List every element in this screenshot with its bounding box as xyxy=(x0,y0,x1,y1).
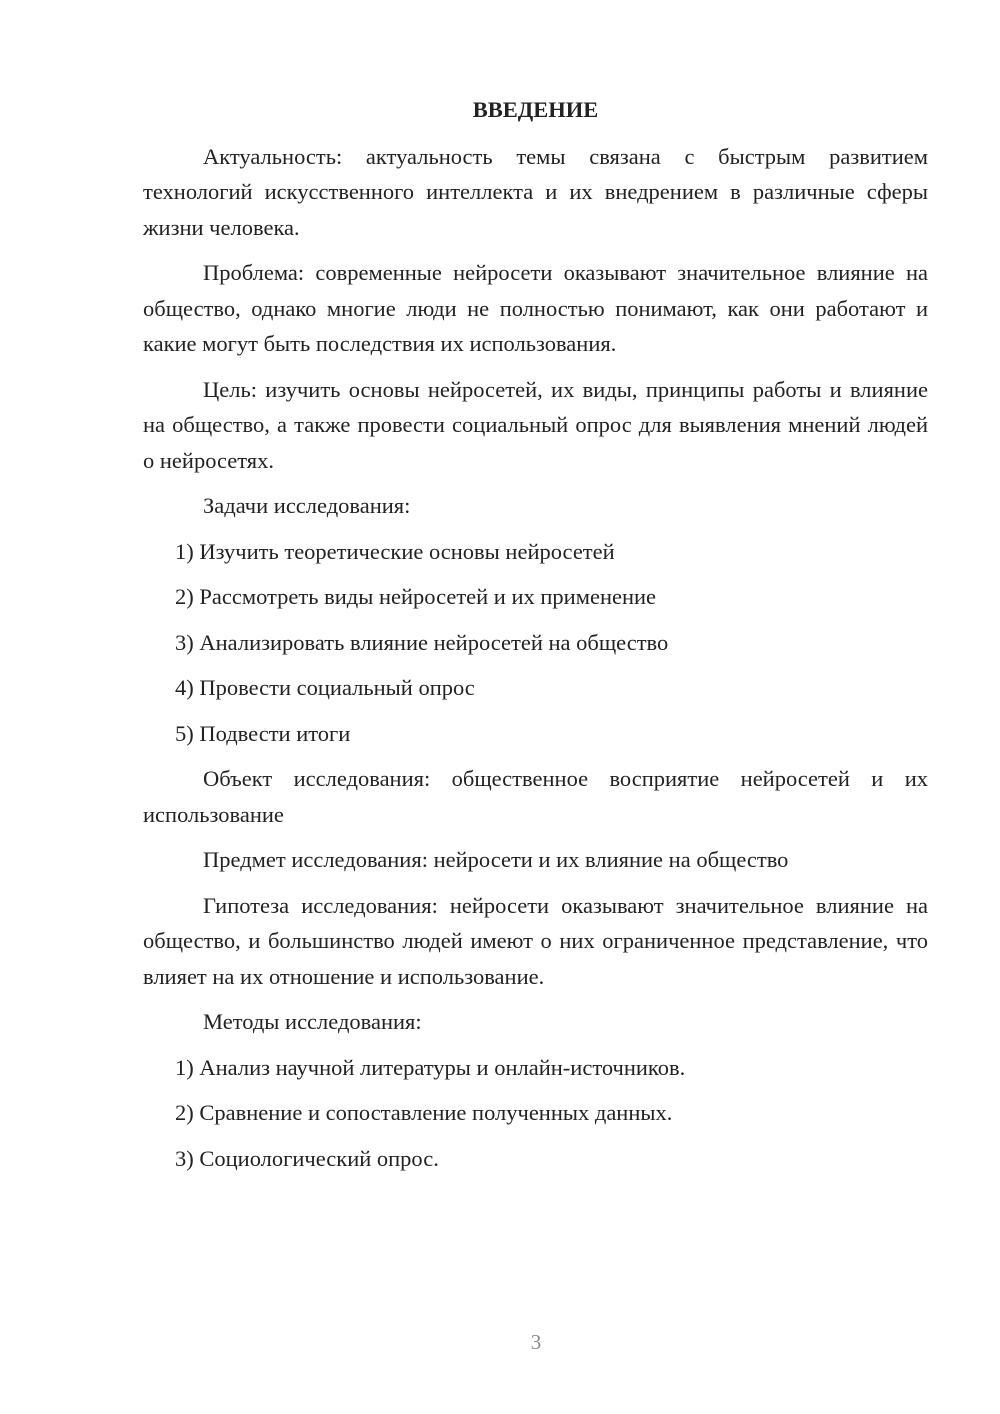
hypothesis-paragraph: Гипотеза исследования: нейросети оказывают значительное влияние на общество, и большинство людей имеют о них ограниченное представление, что влияет на их отношение и использование. xyxy=(143,892,928,989)
task-item: 1) Изучить теоретические основы нейросетей xyxy=(175,538,615,564)
task-item: 4) Провести социальный опрос xyxy=(175,675,475,700)
object-paragraph: Объект исследования: общественное восприятие нейросетей и их использование xyxy=(143,766,928,827)
method-item: 2) Сравнение и сопоставление полученных данных. xyxy=(175,1100,673,1125)
task-item: 5) Подвести итоги xyxy=(175,720,351,746)
problem-paragraph: Проблема: современные нейросети оказывают значительное влияние на общество, однако многие люди не полностью понимают, как они работают и какие могут быть последствия их использования. xyxy=(143,260,928,356)
task-item: 2) Рассмотреть виды нейросетей и их применение xyxy=(175,584,657,609)
page-number: 3 xyxy=(530,1330,542,1354)
subject-paragraph: Предмет исследования: нейросети и их влияние на общество xyxy=(203,847,789,872)
relevance-paragraph: Актуальность: актуальность темы связана с быстрым развитием технологий искусственного интеллекта и их внедрением в различные сферы жизни человека. xyxy=(143,143,928,240)
tasks-list xyxy=(143,534,928,752)
task-item: 3) Анализировать влияние нейросетей на общество xyxy=(175,629,669,655)
goal-paragraph: Цель: изучить основы нейросетей, их виды, принципы работы и влияние на общество, а также провести социальный опрос для выявления мнений людей о нейросетях. xyxy=(143,376,928,473)
method-item: 1) Анализ научной литературы и онлайн-источников. xyxy=(175,1054,686,1080)
methods-list xyxy=(143,1050,928,1177)
methods-heading: Методы исследования: xyxy=(203,1009,422,1034)
tasks-heading: Задачи исследования: xyxy=(203,493,411,518)
page-content xyxy=(143,92,928,1186)
section-title: ВВЕДЕНИЕ xyxy=(472,97,599,122)
method-item: 3) Социологический опрос. xyxy=(175,1145,439,1171)
